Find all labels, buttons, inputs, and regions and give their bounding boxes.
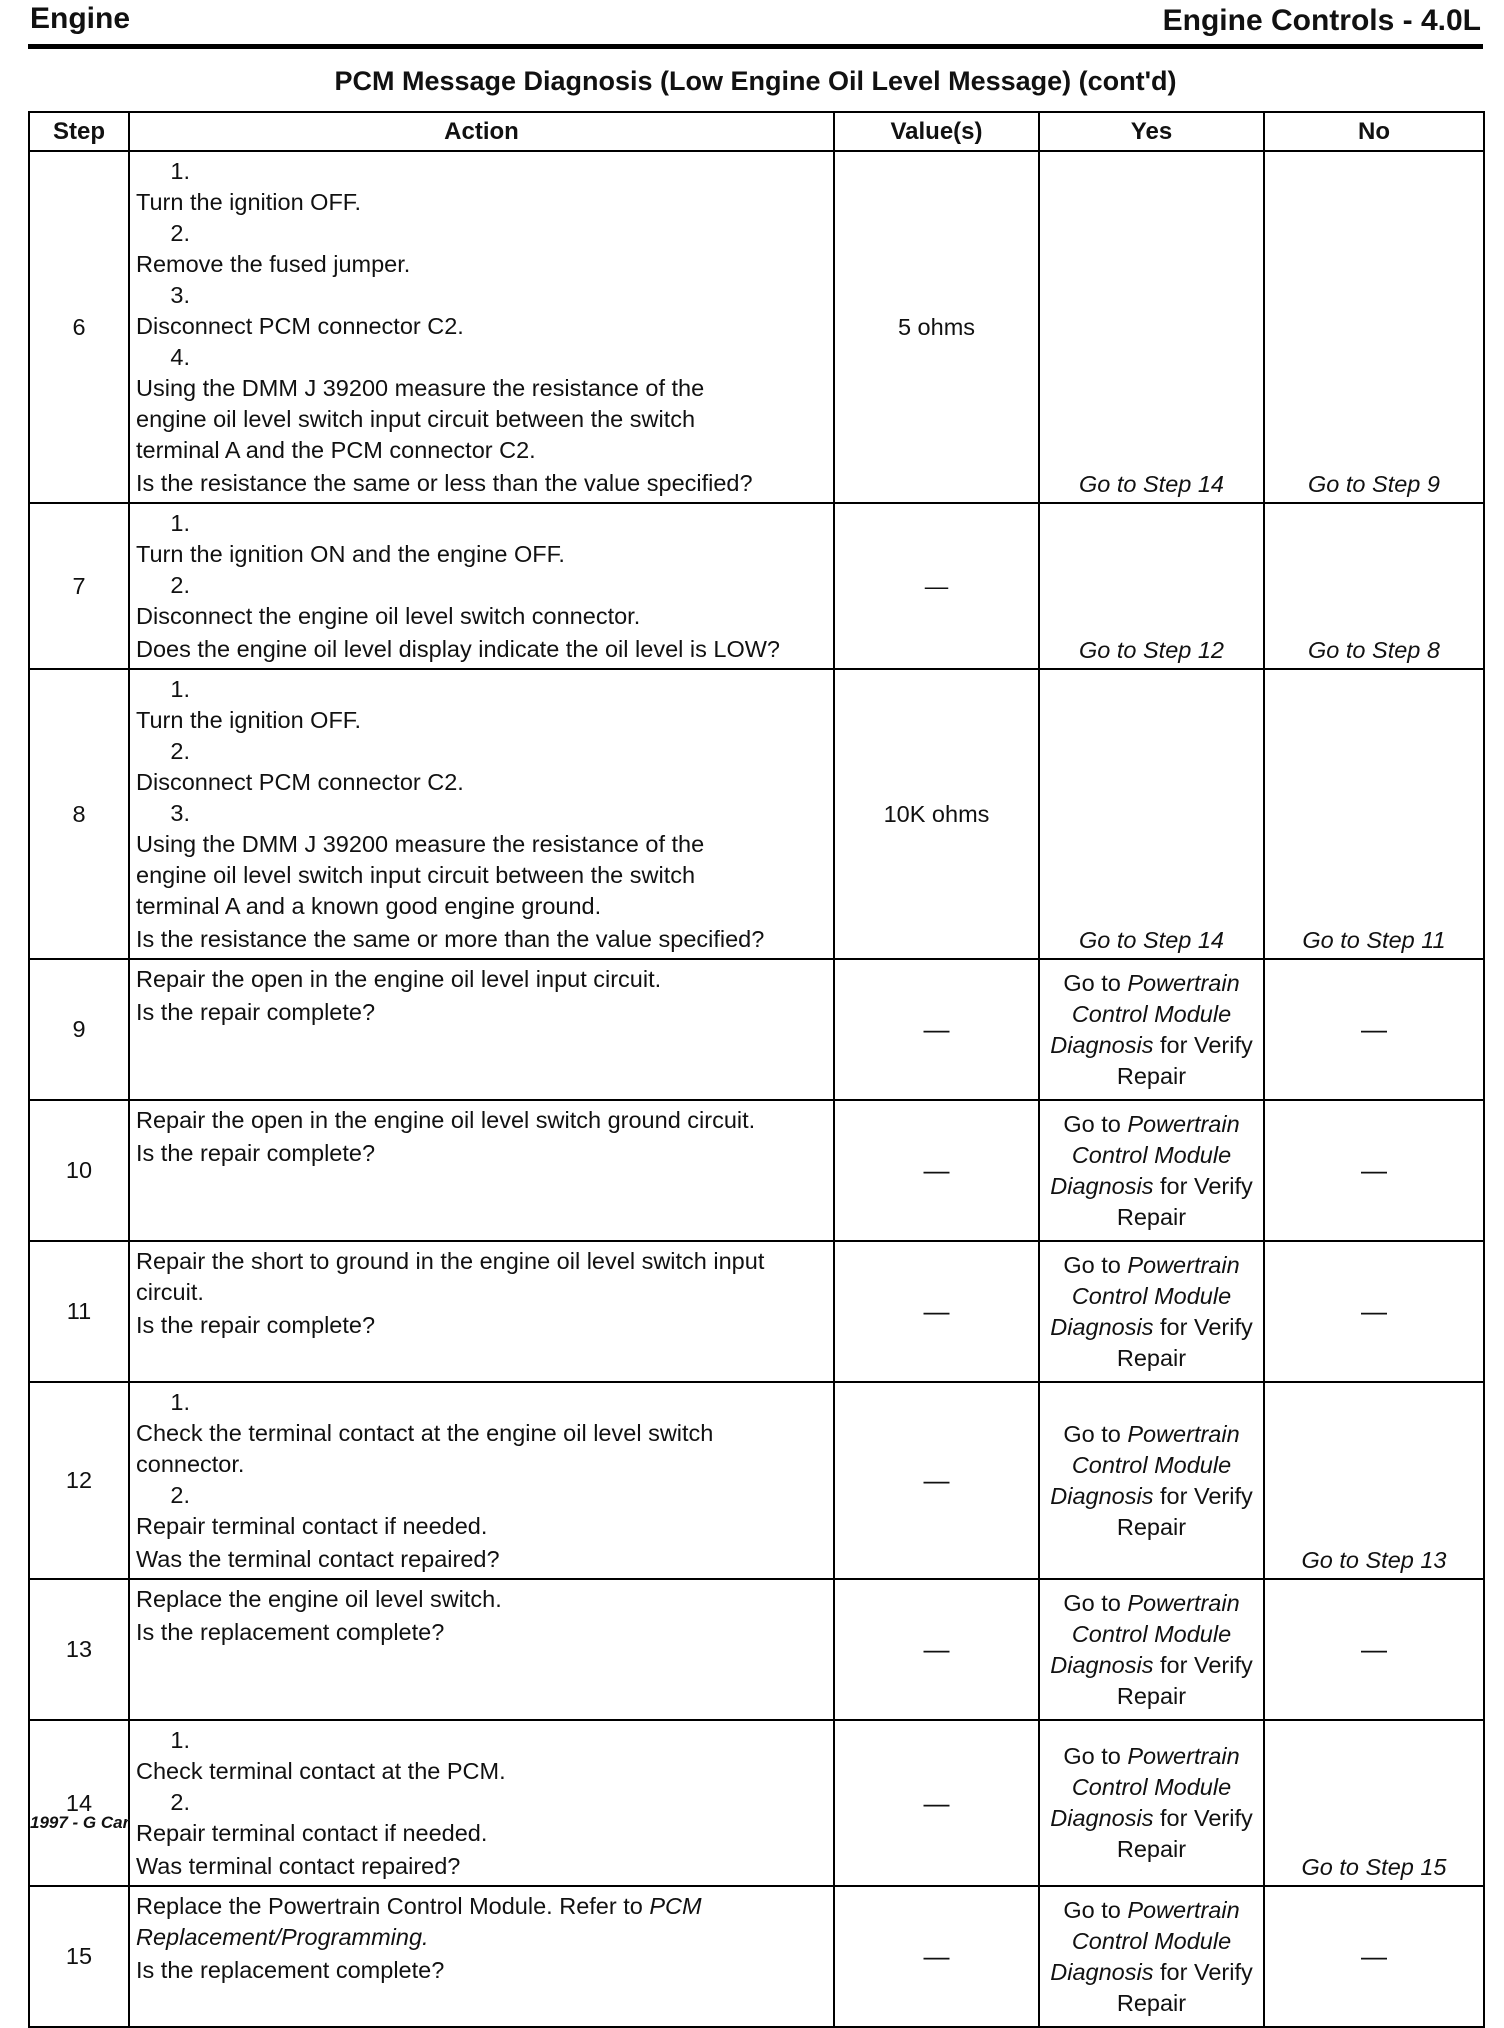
table-header-row [29, 112, 1484, 151]
doc-reference: Powertrain Control Module Diagnosis [1050, 1420, 1240, 1509]
col-header-action: Action [129, 112, 834, 151]
action-question: Is the repair complete? [136, 1140, 376, 1166]
action-text: Repair the open in the engine oil level switch ground circuit. [136, 1107, 756, 1133]
header-title: Engine Controls - 4.0L [1162, 4, 1481, 37]
value-cell: — [834, 1241, 1039, 1382]
value-cell: — [834, 1886, 1039, 2027]
action-question: Was the terminal contact repaired? [136, 1546, 500, 1572]
step-number: 14 [29, 1720, 129, 1886]
value-cell: — [834, 1579, 1039, 1720]
action-question: Is the replacement complete? [136, 1619, 445, 1645]
no-cell: Go to Step 11 [1264, 669, 1484, 959]
no-cell: — [1264, 1100, 1484, 1241]
action-cell [129, 1886, 834, 2027]
page-footer: 1997 - G Car [30, 1813, 130, 1832]
doc-reference: PCM Replacement/Programming. [136, 1893, 702, 1950]
table-row [29, 1382, 1484, 1579]
col-header-no: No [1264, 112, 1484, 151]
action-cell: 1.Turn the ignition OFF. 2.Remove the fused jumper. 3.Disconnect PCM connector C2. 4.Using the DMM J 39200 measure the resistance of the engine oil level switch input circuit between the switch terminal A and the PCM connector C2. Is the resistance the same or less than the value specified? [129, 151, 834, 503]
step-number: 10 [29, 1100, 129, 1241]
value-cell: — [834, 959, 1039, 1100]
step-number: 11 [29, 1241, 129, 1382]
table-row [29, 1720, 1484, 1886]
yes-cell: Go to Powertrain Control Module Diagnosis for Verify Repair [1039, 1886, 1264, 2027]
yes-cell: Go to Powertrain Control Module Diagnosis for Verify Repair [1039, 1720, 1264, 1886]
substep: Repair terminal contact if needed. [136, 1513, 488, 1539]
substep: Check terminal contact at the PCM. [136, 1758, 506, 1784]
doc-reference: Powertrain Control Module Diagnosis [1050, 1251, 1240, 1340]
table-row [29, 1100, 1484, 1241]
diagnosis-table [28, 111, 1485, 2028]
yes-cell: Go to Powertrain Control Module Diagnosis for Verify Repair [1039, 1100, 1264, 1241]
action-question: Is the repair complete? [136, 999, 376, 1025]
value-cell: — [834, 1100, 1039, 1241]
value-cell: 10K ohms [834, 669, 1039, 959]
value-cell: — [834, 503, 1039, 669]
action-text: Repair the open in the engine oil level input circuit. [136, 966, 662, 992]
doc-reference: Powertrain Control Module Diagnosis [1050, 1743, 1240, 1831]
yes-cell: Go to Powertrain Control Module Diagnosis for Verify Repair [1039, 1382, 1264, 1579]
action-question: Is the resistance the same or more than the value specified? [136, 926, 765, 952]
step-number: 15 [29, 1886, 129, 2027]
value-cell: — [834, 1382, 1039, 1579]
action-question: Is the resistance the same or less than the value specified? [136, 470, 753, 496]
no-cell: Go to Step 15 [1264, 1720, 1484, 1886]
step-number: 7 [29, 503, 129, 669]
action-text: Replace the engine oil level switch. [136, 1586, 502, 1612]
action-cell: 1.Check terminal contact at the PCM. 2.Repair terminal contact if needed. Was terminal contact repaired? [129, 1720, 834, 1886]
no-cell: Go to Step 8 [1264, 503, 1484, 669]
yes-cell: Go to Powertrain Control Module Diagnosis for Verify Repair [1039, 959, 1264, 1100]
table-title: PCM Message Diagnosis (Low Engine Oil Level Message) (cont'd) [334, 66, 1177, 96]
doc-reference: Powertrain Control Module Diagnosis [1050, 969, 1240, 1058]
header-section: Engine [30, 2, 131, 35]
substep: Using the DMM J 39200 measure the resistance of the engine oil level switch input circuit between the switch terminal A and the PCM connector C2. [136, 375, 705, 463]
action-question: Does the engine oil level display indicate the oil level is LOW? [136, 636, 780, 662]
table-row [29, 1241, 1484, 1382]
page-header [28, 0, 1483, 49]
step-number: 9 [29, 959, 129, 1100]
substep: Using the DMM J 39200 measure the resistance of the engine oil level switch input circuit between the switch terminal A and a known good engine ground. [136, 831, 705, 919]
table-row [29, 503, 1484, 669]
doc-reference: Powertrain Control Module Diagnosis [1050, 1110, 1240, 1199]
substep: Disconnect the engine oil level switch connector. [136, 603, 641, 629]
table-row [29, 1886, 1484, 2027]
yes-cell: Go to Powertrain Control Module Diagnosis for Verify Repair [1039, 1241, 1264, 1382]
yes-cell: Go to Step 14 [1039, 151, 1264, 503]
doc-reference: Powertrain Control Module Diagnosis [1050, 1589, 1240, 1678]
yes-cell: Go to Step 14 [1039, 669, 1264, 959]
table-row [29, 959, 1484, 1100]
yes-cell: Go to Powertrain Control Module Diagnosis for Verify Repair [1039, 1579, 1264, 1720]
no-cell: Go to Step 13 [1264, 1382, 1484, 1579]
action-cell: 1.Turn the ignition ON and the engine OFF. 2.Disconnect the engine oil level switch connector. Does the engine oil level display indicate the oil level is LOW? [129, 503, 834, 669]
action-question: Is the repair complete? [136, 1312, 376, 1338]
action-question: Was terminal contact repaired? [136, 1853, 461, 1879]
step-number: 8 [29, 669, 129, 959]
action-cell [129, 959, 834, 1100]
action-text: Replace the Powertrain Control Module. Refer to PCM Replacement/Programming. [136, 1893, 702, 1950]
step-number: 6 [29, 151, 129, 503]
col-header-step: Step [29, 112, 129, 151]
yes-cell: Go to Step 12 [1039, 503, 1264, 669]
table-row [29, 669, 1484, 959]
substep: Turn the ignition ON and the engine OFF. [136, 541, 565, 567]
doc-reference: Powertrain Control Module Diagnosis [1050, 1896, 1240, 1985]
substep: Turn the ignition OFF. [136, 707, 362, 733]
action-cell [129, 1579, 834, 1720]
no-cell: — [1264, 1241, 1484, 1382]
no-cell: — [1264, 1886, 1484, 2027]
no-cell: — [1264, 959, 1484, 1100]
col-header-values: Value(s) [834, 112, 1039, 151]
no-cell: Go to Step 9 [1264, 151, 1484, 503]
substep: Remove the fused jumper. [136, 251, 411, 277]
step-number: 13 [29, 1579, 129, 1720]
substep: Disconnect PCM connector C2. [136, 313, 464, 339]
action-text: Repair the short to ground in the engine oil level switch input circuit. [136, 1248, 765, 1305]
no-cell: — [1264, 1579, 1484, 1720]
substep: Repair terminal contact if needed. [136, 1820, 488, 1846]
action-cell [129, 1100, 834, 1241]
action-question: Is the replacement complete? [136, 1957, 445, 1983]
substep: Turn the ignition OFF. [136, 189, 362, 215]
table-row [29, 151, 1484, 503]
value-cell: 5 ohms [834, 151, 1039, 503]
step-number: 12 [29, 1382, 129, 1579]
table-row [29, 1579, 1484, 1720]
substep: Disconnect PCM connector C2. [136, 769, 464, 795]
col-header-yes: Yes [1039, 112, 1264, 151]
action-cell: 1.Turn the ignition OFF. 2.Disconnect PCM connector C2. 3.Using the DMM J 39200 measure the resistance of the engine oil level switch input circuit between the switch terminal A and a known good engine ground. Is the resistance the same or more than the value specified? [129, 669, 834, 959]
action-cell: 1.Check the terminal contact at the engine oil level switch connector. 2.Repair terminal contact if needed. Was the terminal contact repaired? [129, 1382, 834, 1579]
substep: Check the terminal contact at the engine oil level switch connector. [136, 1420, 714, 1477]
value-cell: — [834, 1720, 1039, 1886]
action-cell [129, 1241, 834, 1382]
